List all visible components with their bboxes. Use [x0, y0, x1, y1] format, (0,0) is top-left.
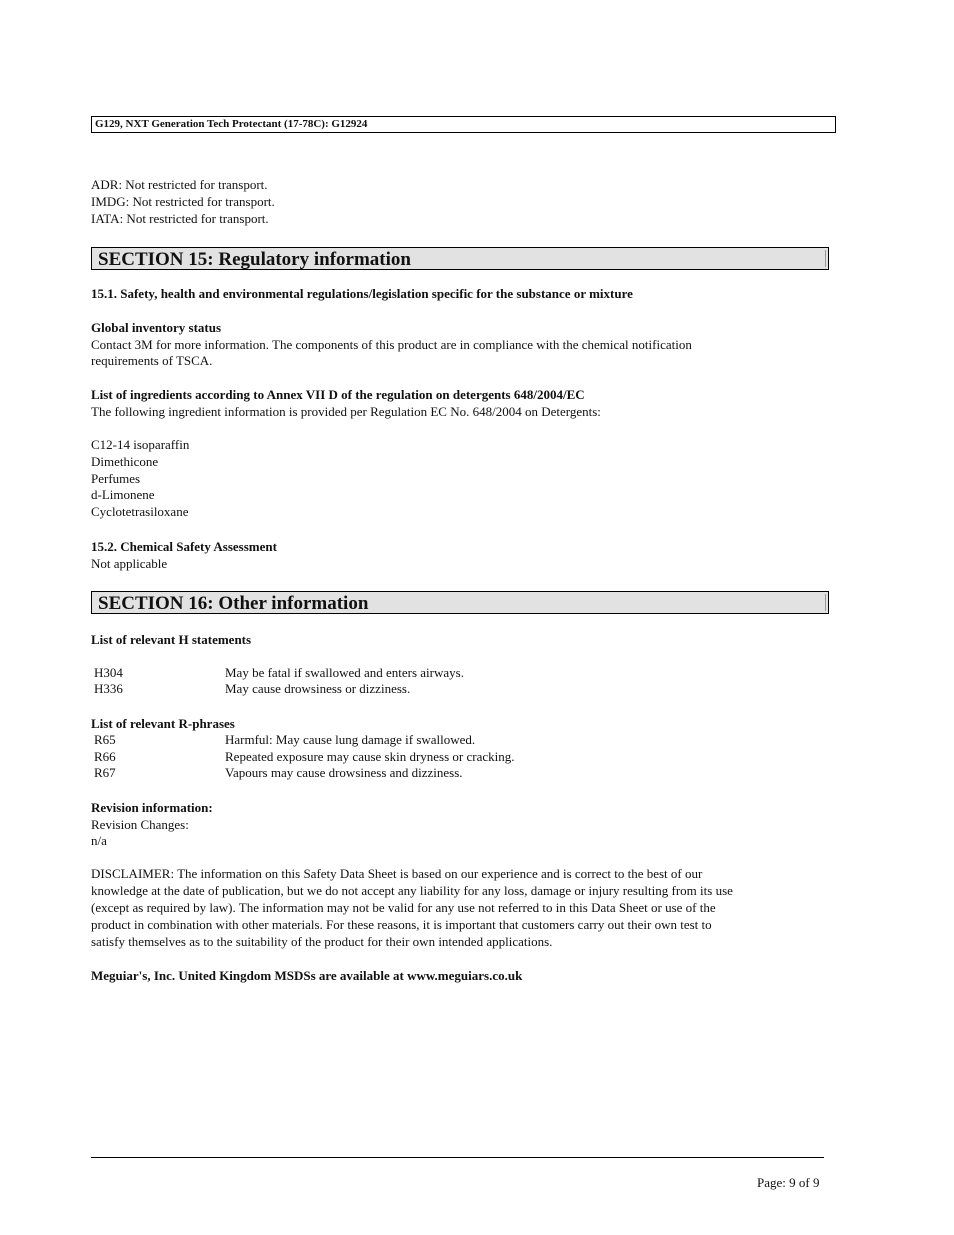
global-inventory-text-line2: requirements of TSCA. [91, 353, 213, 368]
h-statements-title: List of relevant H statements [91, 632, 252, 647]
ingredient-item: Cyclotetrasiloxane [91, 504, 189, 519]
section-15-2-text: Not applicable [91, 556, 168, 571]
transport-imdg: IMDG: Not restricted for transport. [91, 194, 275, 209]
section-15-title: SECTION 15: Regulatory information [98, 249, 411, 270]
section-15-heading [91, 247, 829, 270]
ingredient-item: d-Limonene [91, 487, 155, 502]
r-phrase-text: Repeated exposure may cause skin dryness or cracking. [225, 749, 515, 764]
heading-inner-border [825, 250, 826, 267]
transport-iata: IATA: Not restricted for transport. [91, 211, 269, 226]
heading-inner-border [825, 594, 826, 611]
msds-availability-note: Meguiar's, Inc. United Kingdom MSDSs are available at www.meguiars.co.uk [91, 968, 523, 983]
h-statement-code: H336 [94, 681, 123, 696]
product-title-header: G129, NXT Generation Tech Protectant (17-78C): G12924 [91, 116, 836, 133]
ingredient-item: Dimethicone [91, 454, 159, 469]
h-statement-code: H304 [94, 665, 123, 680]
global-inventory-text-line1: Contact 3M for more information. The components of this product are in compliance with the chemical notification [91, 337, 692, 352]
ingredient-item: Perfumes [91, 471, 141, 486]
revision-changes-value: n/a [91, 833, 107, 848]
r-phrase-text: Vapours may cause drowsiness and dizziness. [225, 765, 463, 780]
disclaimer-line: satisfy themselves as to the suitability of the product for their own intended applications. [91, 934, 553, 949]
section-16-title: SECTION 16: Other information [98, 593, 369, 614]
annex-ingredients-title: List of ingredients according to Annex VII D of the regulation on detergents 648/2004/EC [91, 387, 585, 402]
disclaimer-line: DISCLAIMER: The information on this Safety Data Sheet is based on our experience and is correct to the best of our [91, 866, 703, 881]
revision-info-title: Revision information: [91, 800, 213, 815]
annex-ingredients-text: The following ingredient information is provided per Regulation EC No. 648/2004 on Detergents: [91, 404, 601, 419]
section-15-2-title: 15.2. Chemical Safety Assessment [91, 539, 277, 554]
disclaimer-line: (except as required by law). The information may not be valid for any use not referred to in this Data Sheet or use of the [91, 900, 716, 915]
section-16-heading [91, 591, 829, 614]
transport-adr: ADR: Not restricted for transport. [91, 177, 268, 192]
footer-divider [91, 1157, 824, 1158]
r-phrase-code: R67 [94, 765, 116, 780]
r-phrase-code: R66 [94, 749, 116, 764]
ingredient-item: C12-14 isoparaffin [91, 437, 190, 452]
h-statement-text: May be fatal if swallowed and enters airways. [225, 665, 464, 680]
h-statement-text: May cause drowsiness or dizziness. [225, 681, 411, 696]
page-number: Page: 9 of 9 [757, 1175, 820, 1190]
disclaimer-line: knowledge at the date of publication, but we do not accept any liability for any loss, damage or injury resulting from its use [91, 883, 733, 898]
section-15-1-title: 15.1. Safety, health and environmental regulations/legislation specific for the substance or mixture [91, 286, 633, 301]
global-inventory-title: Global inventory status [91, 320, 222, 335]
r-phrases-title: List of relevant R-phrases [91, 716, 235, 731]
r-phrase-text: Harmful: May cause lung damage if swallowed. [225, 732, 476, 747]
disclaimer-line: product in combination with other materials. For these reasons, it is important that customers carry out their own test to [91, 917, 712, 932]
revision-changes-label: Revision Changes: [91, 817, 189, 832]
r-phrase-code: R65 [94, 732, 116, 747]
